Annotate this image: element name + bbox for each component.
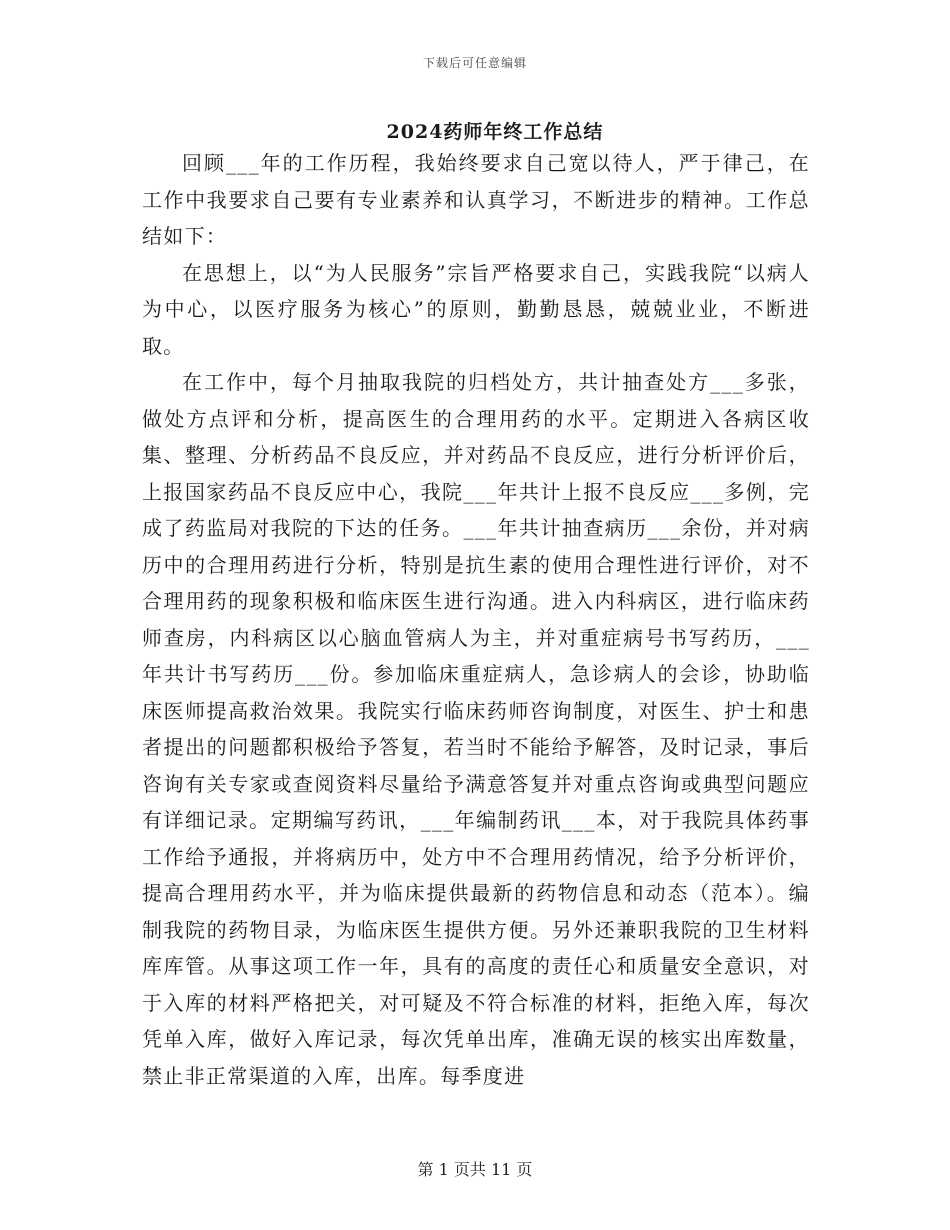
paragraph-intro: 回顾___年的工作历程，我始终要求自己宽以待人，严于律己，在工作中我要求自己要有专业素养和认真学习，不断进步的精神。工作总结如下： <box>142 151 810 248</box>
document-title: 2024药师年终工作总结 <box>386 121 604 143</box>
document-body <box>142 145 810 1094</box>
paragraph-work: 在工作中，每个月抽取我院的归档处方，共计抽查处方___多张，做处方点评和分析，提高医生的合理用药的水平。定期进入各病区收集、整理、分析药品不良反应，并对药品不良反应，进行分析评价后，上报国家药品不良反应中心，我院___年共计上报不良反应___多例，完成了药监局对我院的下达的任务。___年共计抽查病历___余份，并对病历中的合理用药进行分析，特别是抗生素的使用合理性进行评价，对不合理用药的现象积极和临床医生进行沟通。进入内科病区，进行临床药师查房，内科病区以心脑血管病人为主，并对重症病号书写药历，___年共计书写药历___份。参加临床重症病人，急诊病人的会诊，协助临床医师提高救治效果。我院实行临床药师咨询制度，对医生、护士和患者提出的问题都积极给予答复，若当时不能给予解答，及时记录，事后咨询有关专家或查阅资料尽量给予满意答复并对重点咨询或典型问题应有详细记录。定期编写药讯，___年编制药讯___本，对于我院具体药事工作给予通报，并将病历中，处方中不合理用药情况，给予分析评价，提高合理用药水平，并为临床提供最新的药物信息和动态（范本）。编制我院的药物目录，为临床医生提供方便。另外还兼职我院的卫生材料库库管。从事这项工作一年，具有的高度的责任心和质量安全意识，对于入库的材料严格把关，对可疑及不符合标准的材料，拒绝入库，每次凭单入库，做好入库记录，每次凭单出库，准确无误的核实出库数量，禁止非正常渠道的入库，出库。每季度进 <box>142 370 810 1088</box>
header-note: 下载后可任意编辑 <box>422 56 527 70</box>
paragraph-ideology: 在思想上，以“为人民服务”宗旨严格要求自己，实践我院“以病人为中心，以医疗服务为核心”的原则，勤勤恳恳，兢兢业业，不断进取。 <box>142 260 810 358</box>
page-number: 第 1 页共 11 页 <box>417 1160 533 1179</box>
